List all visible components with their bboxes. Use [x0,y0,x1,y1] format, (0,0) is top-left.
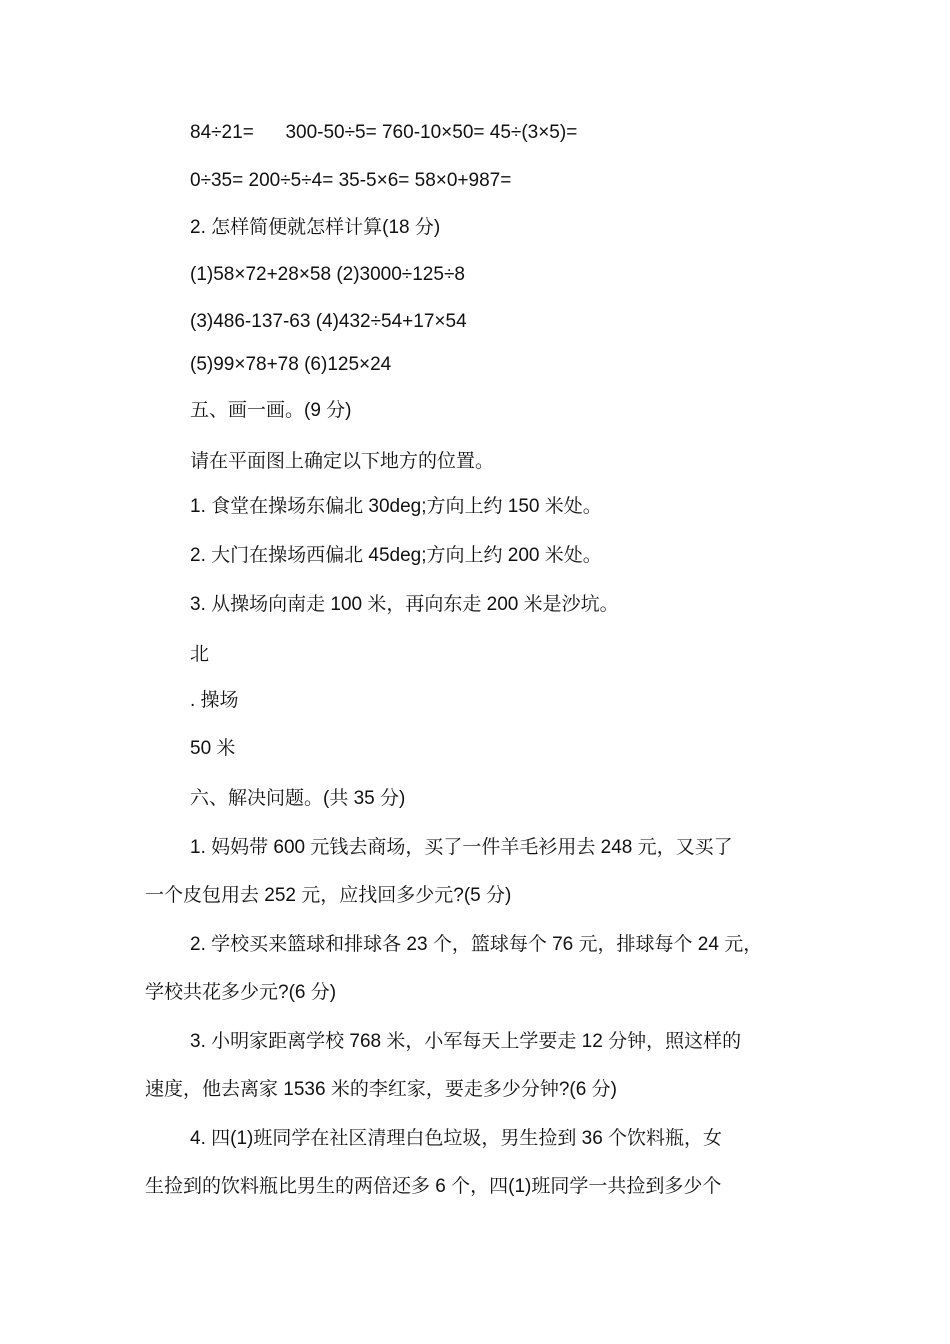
section-heading-draw: 五、画一画。(9 分) [190,400,352,421]
problem-row-3: (5)99×78+78 (6)125×24 [190,354,392,375]
location-item-3: 3. 从操场向南走 100 米，再向东走 200 米是沙坑。 [190,594,619,615]
problem-row-2: (3)486-137-63 (4)432÷54+17×54 [190,311,467,332]
word-problem-1-line-1: 1. 妈妈带 600 元钱去商场，买了一件羊毛衫用去 248 元，又买了 [190,837,733,858]
word-problem-2-line-1: 2. 学校买来篮球和排球各 23 个，篮球每个 76 元，排球每个 24 元， [190,934,763,955]
scale-label: 50 米 [190,738,236,759]
word-problem-2-line-2: 学校共花多少元?(6 分) [145,982,337,1003]
word-problem-3-line-2: 速度，他去离家 1536 米的李红家，要走多少分钟?(6 分) [145,1079,617,1100]
word-problem-4-line-1: 4. 四(1)班同学在社区清理白色垃圾，男生捡到 36 个饮料瓶，女 [190,1128,723,1149]
location-item-1: 1. 食堂在操场东偏北 30deg;方向上约 150 米处。 [190,496,602,517]
section-heading-solve: 六、解决问题。(共 35 分) [190,788,406,809]
location-item-2: 2. 大门在操场西偏北 45deg;方向上约 200 米处。 [190,545,602,566]
word-problem-4-line-2: 生捡到的饮料瓶比男生的两倍还多 6 个，四(1)班同学一共捡到多少个 [145,1176,722,1197]
instruction-text: 请在平面图上确定以下地方的位置。 [190,451,495,472]
playground-label: . 操场 [190,690,239,711]
word-problem-1-line-2: 一个皮包用去 252 元，应找回多少元?(5 分) [145,885,512,906]
arithmetic-row-1: 84÷21= 300-50÷5= 760-10×50= 45÷(3×5)= [190,122,578,143]
north-label: 北 [190,644,210,665]
word-problem-3-line-1: 3. 小明家距离学校 768 米，小军每天上学要走 12 分钟，照这样的 [190,1031,742,1052]
problem-row-1: (1)58×72+28×58 (2)3000÷125÷8 [190,264,465,285]
section-heading-simplify: 2. 怎样简便就怎样计算(18 分) [190,217,441,238]
arithmetic-row-2: 0÷35= 200÷5÷4= 35-5×6= 58×0+987= [190,170,512,191]
